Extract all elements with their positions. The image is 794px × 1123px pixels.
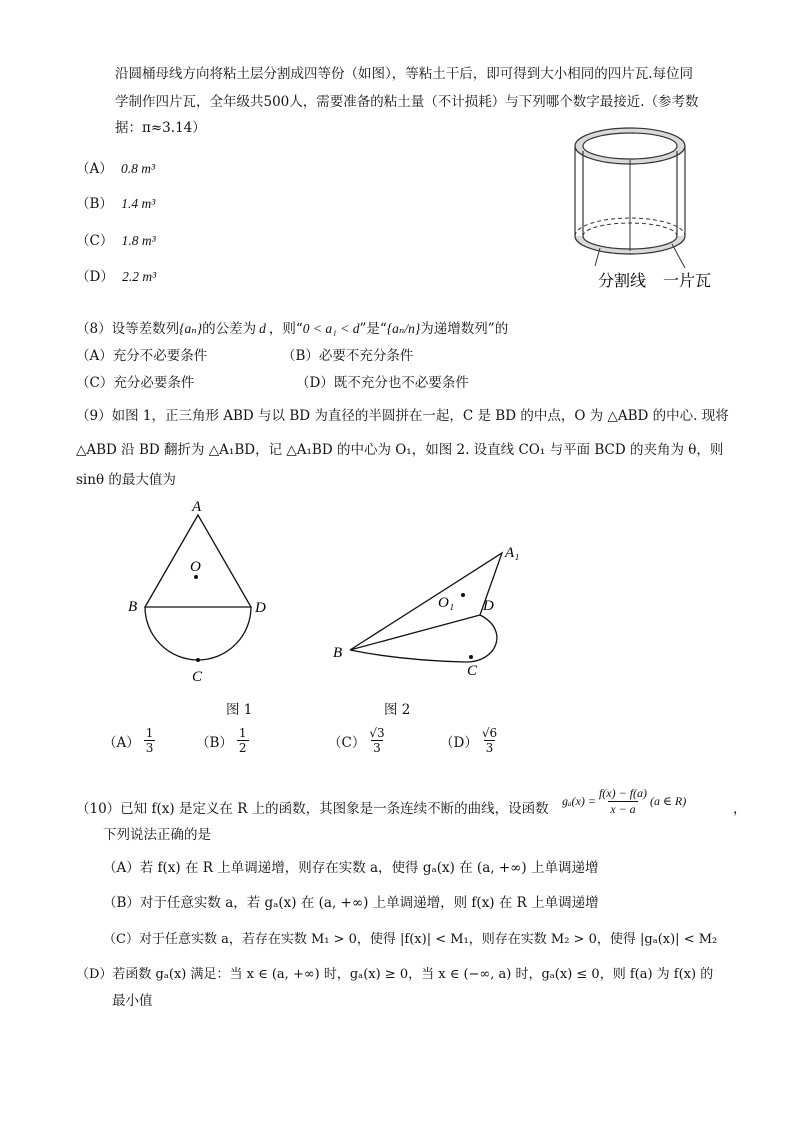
fig1-caption: 图 1	[226, 702, 253, 718]
q10-option-a: （A）若 f(x) 在 R 上单调递增，则存在实数 a，使得 gₐ(x) 在 (a, +∞) 上单调递增	[103, 860, 599, 876]
cylinder-figure	[560, 118, 750, 298]
q8-text-3: ，则“	[268, 321, 303, 337]
option-label: （D）	[76, 269, 114, 285]
q7-option-b	[76, 192, 155, 212]
q8-text-5: 为递增数列”的	[420, 321, 509, 337]
q7-line2: 学制作四片瓦，全年级共500人，需要准备的粘土量（不计损耗）与下列哪个数字最接近.（参考数	[115, 94, 699, 110]
option-label: （A）	[103, 734, 140, 751]
fig2-caption: 图 2	[384, 702, 411, 718]
q8-option-a	[76, 344, 207, 364]
formula-numerator: f(x) − f(a)	[598, 786, 648, 800]
option-text: 充分不必要条件	[112, 348, 208, 364]
numerator: √6	[481, 726, 498, 740]
option-value: 2.2 m³	[122, 269, 157, 284]
option-value: 1.4 m³	[121, 196, 156, 211]
option-label: （A）	[76, 161, 113, 177]
fraction	[482, 726, 497, 755]
option-value: 0.8 m³	[121, 161, 156, 176]
q9-option-b	[196, 726, 249, 755]
fraction	[144, 726, 156, 755]
q10-line2: 下列说法正确的是	[103, 827, 211, 843]
fig1-label-o: O	[190, 559, 201, 575]
denominator: 3	[373, 741, 381, 755]
numerator: 1	[145, 726, 154, 740]
tile-label: 一片瓦	[663, 273, 712, 290]
option-label: （C）	[328, 734, 366, 751]
q10-option-d-line1: （D）若函数 gₐ(x) 满足：当 x ∈ (a, +∞) 时，gₐ(x) ≥ 0，当 x ∈ (−∞, a) 时，gₐ(x) ≤ 0，则 f(a) 为 f(x) 的	[76, 967, 714, 982]
q8-text-2: 的公差为	[202, 321, 257, 337]
fig1-label-b: B	[128, 599, 138, 615]
q10-option-c: （C）对于任意实数 a，若存在实数 M₁ > 0，使得 |f(x)| < M₁，则存在实数 M₂ > 0，使得 |gₐ(x)| < M₂	[103, 932, 718, 947]
q8-text-4: ”是“	[359, 321, 387, 337]
q9-line3: sinθ 的最大值为	[76, 472, 176, 488]
q8-stem	[76, 317, 508, 337]
cut-line-label: 分割线	[598, 273, 647, 290]
option-value: 1.8 m³	[121, 233, 156, 248]
fig2-label-c: C	[467, 663, 478, 679]
option-label: （D）	[440, 734, 478, 751]
q7-line3: 据：π≈3.14）	[115, 120, 206, 136]
q8-d: d	[259, 321, 266, 336]
fig1-label-a: A	[192, 499, 202, 515]
option-label: （B）	[282, 348, 319, 364]
fig2-label-o1: O₁	[438, 595, 455, 611]
fig1-label-c: C	[192, 669, 203, 685]
fraction	[237, 726, 249, 755]
option-label: （B）	[76, 196, 113, 212]
denominator: 2	[238, 741, 247, 755]
option-text: 必要不充分条件	[318, 348, 414, 364]
q9-line1: （9）如图 1，正三角形 ABD 与以 BD 为直径的半圆拼在一起，C 是 BD 的中点，O 为 △ABD 的中心. 现将	[76, 408, 729, 424]
q8-text-1: （8）设等差数列	[76, 321, 180, 337]
q10-option-d-line2: 最小值	[112, 993, 153, 1009]
figure-2	[325, 535, 535, 685]
q10-line1: （10）已知 f(x) 是定义在 R 上的函数，其图象是一条连续不断的曲线，设函数	[76, 801, 549, 817]
denominator: 3	[485, 741, 494, 755]
formula-lhs: gₐ(x) =	[562, 794, 596, 808]
q7-line1: 沿圆桶母线方向将粘土层分割成四等份（如图），等粘土干后，即可得到大小相同的四片瓦.每位同	[115, 66, 694, 82]
figure-1	[120, 495, 290, 690]
q8-seq2: {aₙ/n}	[386, 321, 421, 336]
fraction	[369, 726, 384, 755]
formula-denominator: x − a	[610, 802, 636, 816]
q8-seq: {aₙ}	[179, 321, 203, 336]
q7-option-d	[76, 265, 156, 285]
denominator: 3	[145, 741, 154, 755]
q8-cond: 0 < a₁ < d	[302, 321, 360, 336]
option-label: （B）	[196, 734, 233, 751]
q9-option-a	[103, 726, 155, 755]
q10-option-b: （B）对于任意实数 a，若 gₐ(x) 在 (a, +∞) 上单调递增，则 f(x) 在 R 上单调递增	[103, 895, 599, 911]
q8-option-b	[282, 344, 413, 364]
q9-line2: △ABD 沿 BD 翻折为 △A₁BD，记 △A₁BD 的中心为 O₁，如图 2. 设直线 CO₁ 与平面 BCD 的夹角为 θ，则	[76, 442, 724, 458]
q10-comma: ，	[733, 801, 747, 817]
option-label: （A）	[76, 348, 113, 364]
fig2-label-d: D	[483, 598, 494, 614]
q7-option-c	[76, 229, 156, 249]
q9-option-c	[328, 726, 385, 755]
fig2-label-b: B	[333, 645, 343, 661]
formula-fraction	[599, 786, 647, 817]
q8-option-c	[76, 371, 194, 391]
q8-option-d	[296, 371, 469, 391]
q10-formula	[562, 786, 686, 817]
formula-condition: (a ∈ R)	[650, 794, 687, 808]
fig2-label-a1: A₁	[505, 545, 520, 561]
numerator: √3	[369, 726, 385, 740]
numerator: 1	[238, 726, 247, 740]
q9-option-d	[440, 726, 497, 755]
option-label: （D）	[296, 375, 334, 391]
fig1-label-d: D	[255, 600, 266, 616]
option-label: （C）	[76, 233, 114, 249]
option-label: （C）	[76, 375, 114, 391]
option-text: 充分必要条件	[113, 375, 195, 391]
q7-option-a	[76, 157, 155, 177]
option-text: 既不充分也不必要条件	[333, 375, 469, 391]
